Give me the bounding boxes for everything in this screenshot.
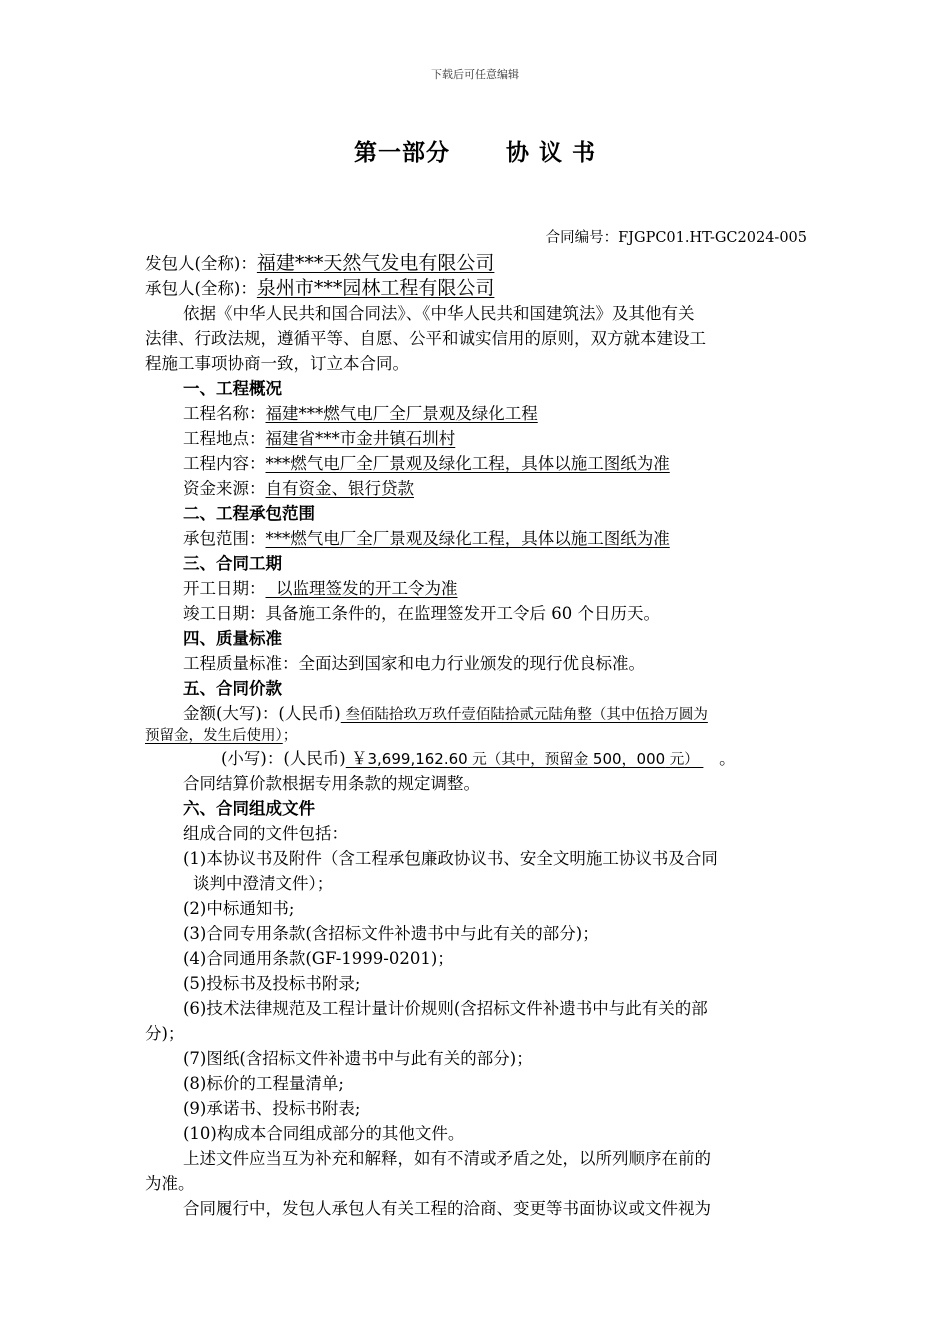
document-item-7: (7)图纸(含招标文件补遗书中与此有关的部分)；: [183, 1049, 533, 1068]
project-content-value: ***燃气电厂全厂景观及绿化工程，具体以施工图纸为准: [265, 454, 670, 473]
price-adjust-line: 合同结算价款根据专用条款的规定调整。: [183, 774, 480, 793]
project-site-line: [145, 426, 807, 451]
fund-source-label: 资金来源：: [183, 479, 266, 498]
title-part: 第一部分: [353, 139, 450, 166]
intro-line-3: 程施工事项协商一致，订立本合同。: [145, 354, 409, 373]
project-site-label: 工程地点：: [183, 429, 266, 448]
document-item-6-cont: 分)；: [145, 1024, 185, 1043]
document-item-3: (3)合同专用条款(含招标文件补遗书中与此有关的部分)；: [183, 924, 599, 943]
document-item-1-cont: 谈判中澄清文件）；: [193, 874, 334, 893]
amount-words-value-cont: 预留金，发生后使用）: [145, 728, 283, 744]
contractor-line: [145, 276, 807, 301]
documents-order-line-2: 为准。: [145, 1174, 195, 1193]
currency-symbol: ￥: [345, 749, 368, 768]
employer-name: 福建***天然气发电有限公司: [256, 252, 495, 274]
document-item-8: (8)标价的工程量清单;: [183, 1074, 344, 1093]
scope-line: [145, 526, 807, 551]
finish-date-line: 竣工日期：具备施工条件的，在监理签发开工令后 60 个日历天。: [183, 604, 660, 623]
contractor-name: 泉州市***园林工程有限公司: [256, 277, 495, 299]
amount-figures-tail: 元）: [665, 752, 704, 768]
project-site-value: 福建省***市金井镇石圳村: [265, 429, 456, 448]
amount-words-line-2: [145, 726, 807, 746]
section-heading-scope: 二、工程承包范围: [183, 504, 315, 523]
project-name-line: [145, 401, 807, 426]
project-content-line: [145, 451, 807, 476]
documents-intro: 组成合同的文件包括：: [183, 824, 348, 843]
document-item-2: (2)中标通知书;: [183, 899, 295, 918]
reserve-amount-value: 500，000: [592, 750, 666, 768]
header-note: 下载后可任意编辑: [431, 68, 519, 81]
employer-label: 发包人(全称)：: [145, 254, 257, 273]
amount-figures-label: (小写)：(人民币): [221, 749, 346, 768]
contractor-label: 承包人(全称)：: [145, 279, 257, 298]
amount-words-label: 金额(大写)：(人民币): [183, 704, 341, 723]
scope-label: 承包范围：: [183, 529, 266, 548]
project-name-value: 福建***燃气电厂全厂景观及绿化工程: [265, 404, 538, 423]
document-item-9: (9)承诺书、投标书附表;: [183, 1099, 361, 1118]
intro-line-2: 法律、行政法规，遵循平等、自愿、公平和诚实信用的原则，双方就本建设工: [145, 329, 706, 348]
quality-standard-line: 工程质量标准：全面达到国家和电力行业颁发的现行优良标准。: [183, 654, 645, 673]
amount-figures-line: [145, 746, 807, 771]
employer-line: [145, 251, 807, 276]
intro-line-1: 依据《中华人民共和国合同法》、《中华人民共和国建筑法》及其他有关: [183, 304, 695, 323]
amount-figures-value: 3,699,162.60: [367, 750, 468, 768]
scope-value: ***燃气电厂全厂景观及绿化工程，具体以施工图纸为准: [265, 529, 670, 548]
start-date-value: 以监理签发的开工令为准: [265, 579, 458, 598]
section-heading-overview: 一、工程概况: [183, 379, 282, 398]
documents-last-line: 合同履行中，发包人承包人有关工程的洽商、变更等书面协议或文件视为: [183, 1199, 711, 1218]
project-name-label: 工程名称：: [183, 404, 266, 423]
document-item-4: (4)合同通用条款(GF-1999-0201)；: [183, 949, 454, 968]
amount-figures-mid: 元（其中，预留金: [467, 752, 593, 768]
start-date-label: 开工日期：: [183, 579, 266, 598]
section-heading-schedule: 三、合同工期: [183, 554, 282, 573]
document-body: [145, 226, 807, 1221]
start-date-line: [145, 576, 807, 601]
fund-source-value: 自有资金、银行贷款: [265, 479, 414, 498]
page-title: [0, 134, 950, 167]
amount-words-line-1: [145, 701, 807, 726]
document-item-6: (6)技术法律规范及工程计量计价规则(含招标文件补遗书中与此有关的部: [183, 999, 708, 1018]
section-heading-quality: 四、质量标准: [183, 629, 282, 648]
documents-order-line-1: 上述文件应当互为补充和解释，如有不清或矛盾之处，以所列顺序在前的: [183, 1149, 711, 1168]
document-item-10: (10)构成本合同组成部分的其他文件。: [183, 1124, 465, 1143]
amount-words-value: 叁佰陆拾玖万玖仟壹佰陆拾贰元陆角整（其中伍拾万圆为: [340, 707, 708, 723]
section-heading-price: 五、合同价款: [183, 679, 282, 698]
amount-figures-end: 。: [703, 749, 736, 768]
document-item-1: (1)本协议书及附件（含工程承包廉政协议书、安全文明施工协议书及合同: [183, 849, 718, 868]
amount-words-end: ；: [282, 728, 298, 744]
section-heading-documents: 六、合同组成文件: [183, 799, 315, 818]
title-name: 协 议 书: [505, 139, 596, 166]
document-item-5: (5)投标书及投标书附录;: [183, 974, 361, 993]
fund-source-line: [145, 476, 807, 501]
project-content-label: 工程内容：: [183, 454, 266, 473]
contract-number: 合同编号：FJGPC01.HT-GC2024-005: [545, 230, 807, 246]
